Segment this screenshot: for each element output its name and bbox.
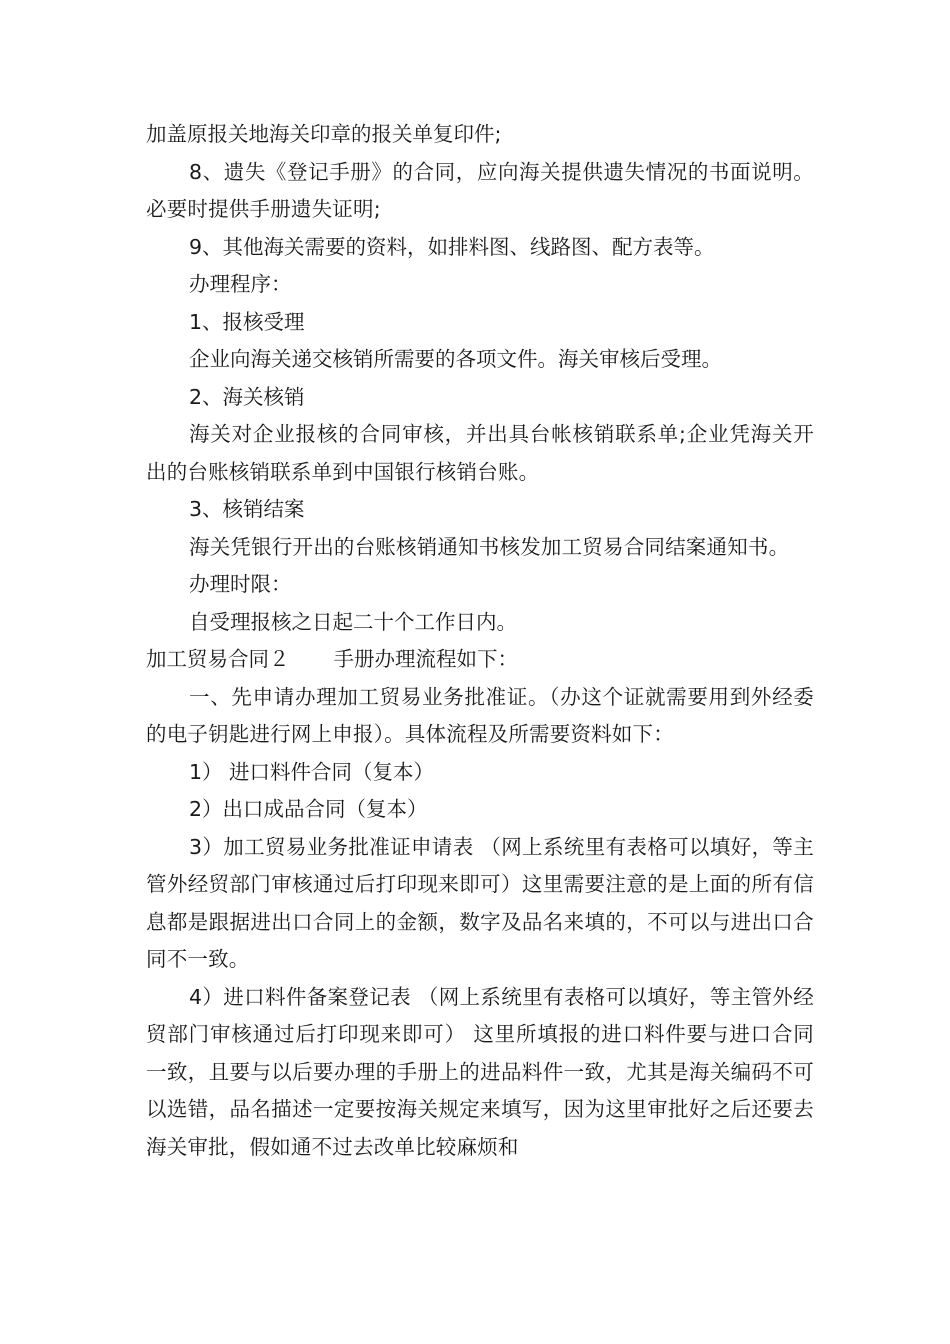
list-item: 2）出口成品合同（复本） — [189, 797, 428, 821]
section-heading-subtitle: 手册办理流程如下： — [333, 647, 518, 671]
paragraph: 海关对企业报核的合同审核，并出具台帐核销联系单;企业凭海关开出的台账核销联系单到中国银行核销台账。 — [146, 422, 814, 484]
list-item: 3）加工贸易业务批准证申请表 （网上系统里有表格可以填好，等主管外经贸部门审核通过后打印现来即可）这里需要注意的是上面的所有信息都是跟据进出口合同上的金额，数字及品名来填的，不可以与进出口合同不一致。 — [146, 834, 814, 971]
step-heading-3: 3、核销结案 — [189, 497, 305, 521]
paragraph: 企业向海关递交核销所需要的各项文件。海关审核后受理。 — [189, 347, 722, 371]
paragraph: 海关凭银行开出的台账核销通知书核发加工贸易合同结案通知书。 — [189, 534, 790, 559]
heading-procedure: 办理程序： — [189, 272, 292, 296]
paragraph: 加盖原报关地海关印章的报关单复印件; — [146, 122, 502, 146]
paragraph-lost-handbook: 8、遗失《登记手册》的合同，应向海关提供遗失情况的书面说明。必要时提供手册遗失证明; — [146, 159, 814, 221]
document-body — [146, 116, 814, 1166]
paragraph: 自受理报核之日起二十个工作日内。 — [189, 609, 517, 634]
list-item: 4）进口料件备案登记表 （网上系统里有表格可以填好，等主管外经贸部门审核通过后打印现来即可） 这里所填报的进口料件要与进口合同一致，且要与以后要办理的手册上的进品料件一致，尤其是海关编码不可以选错，品名描述一定要按海关规定来填写，因为这里审批好之后还要去海关审批，假如通不过去改单比较麻烦和 — [146, 984, 814, 1159]
section-heading-title: 加工贸易合同２ — [146, 647, 290, 671]
section-heading — [146, 641, 814, 679]
paragraph: 一、先申请办理加工贸易业务批准证。（办这个证就需要用到外经委的电子钥匙进行网上申报）。具体流程及所需要资料如下： — [146, 684, 814, 746]
step-heading-2: 2、海关核销 — [189, 384, 305, 409]
heading-time-limit: 办理时限： — [189, 572, 292, 596]
paragraph-other-materials: 9、其他海关需要的资料，如排料图、线路图、配方表等。 — [189, 234, 715, 259]
step-heading-1: 1、报核受理 — [189, 309, 305, 334]
list-item: 1） 进口料件合同（复本） — [189, 759, 435, 784]
